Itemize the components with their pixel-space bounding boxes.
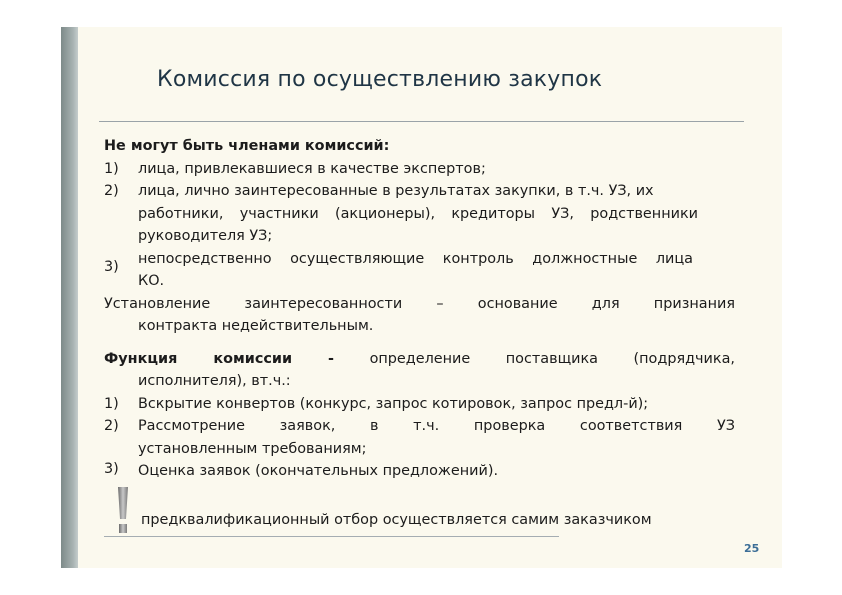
footnote: предквалификационный отбор осуществляется самим заказчиком <box>141 512 652 528</box>
list-number: 2) <box>104 418 119 434</box>
list-item-text: лица, привлекавшиеся в качестве экспертов; <box>138 160 486 177</box>
note-text: Установление заинтересованности – основание для признания <box>104 295 735 312</box>
list-item-text: лица, лично заинтересованные в результатах закупки, в т.ч. УЗ, их <box>138 183 654 199</box>
list-item-text: Рассмотрение заявок, в т.ч. проверка соответствия УЗ <box>138 418 735 434</box>
list-item <box>104 158 735 181</box>
list-item-text: работники, участники (акционеры), кредиторы УЗ, родственники <box>138 205 698 222</box>
list-number: 3) <box>104 258 119 275</box>
slide-title: Комиссия по осуществлению закупок <box>157 67 603 92</box>
title-divider <box>99 121 744 122</box>
page-number: 25 <box>744 542 760 555</box>
list-item <box>104 460 735 483</box>
list-item-text: Вскрытие конвертов (конкурс, запрос котировок, запрос предл-й); <box>138 395 649 412</box>
list-item <box>104 415 735 438</box>
footer-divider <box>104 536 559 537</box>
list-item <box>104 393 735 416</box>
list-item-text: КО. <box>138 273 165 289</box>
list-number: 1) <box>104 395 119 412</box>
slide-body <box>104 135 735 483</box>
section2-heading-bold: Функция комиссии - <box>104 350 335 367</box>
list-item-text: непосредственно осуществляющие контроль должностные лица <box>138 250 693 267</box>
section2-heading-text: определение поставщика (подрядчика, <box>369 350 735 367</box>
section2-heading-text: исполнителя), вт.ч.: <box>138 373 291 389</box>
list-item-text: Оценка заявок (окончательных предложений). <box>138 463 499 479</box>
list-item-text: установленным требованиям; <box>138 440 367 457</box>
list-number: 1) <box>104 160 119 177</box>
slide <box>61 27 782 568</box>
list-number: 2) <box>104 183 119 199</box>
note-text: контракта недействительным. <box>138 318 374 334</box>
slide-sidebar-bar <box>61 27 78 568</box>
section1-heading: Не могут быть членами комиссий: <box>104 138 390 154</box>
list-item-text: руководителя УЗ; <box>138 228 273 244</box>
list-number: 3) <box>104 461 119 477</box>
exclamation-icon <box>115 485 131 535</box>
list-item <box>104 180 735 203</box>
section2-heading <box>104 348 735 371</box>
list-item <box>104 248 735 293</box>
